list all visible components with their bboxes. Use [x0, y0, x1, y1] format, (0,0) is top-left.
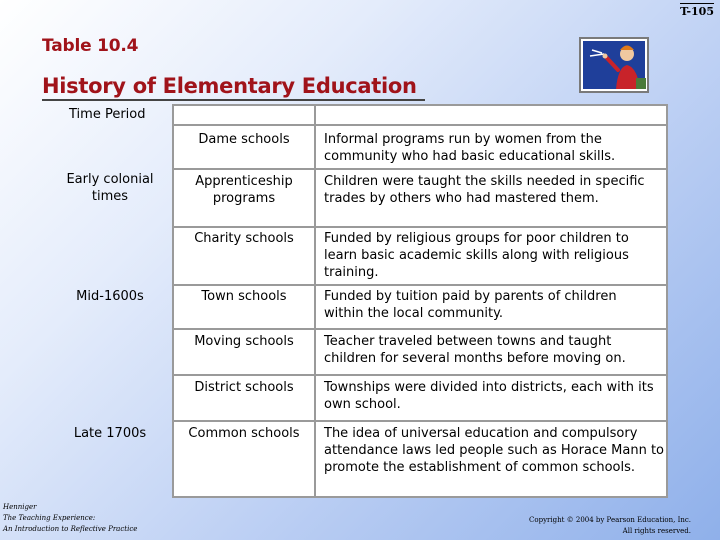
footer-book-subtitle: An Introduction to Reflective Practice	[3, 525, 138, 533]
option-district-schools: District schools	[194, 380, 294, 395]
table-number: Table 10.4	[42, 36, 139, 56]
footer-source	[3, 502, 137, 535]
period-late-1700s: Late 1700s	[73, 426, 147, 441]
copyright-line: Copyright © 2004 by Pearson Education, Inc.	[529, 516, 691, 524]
footer-copyright	[529, 515, 691, 537]
option-dame-schools: Dame schools	[198, 132, 290, 147]
period-mid-1600s: Mid-1600s	[76, 289, 144, 304]
description-dame-schools: Informal programs run by women from the community who had basic educational skills.	[324, 132, 616, 164]
description-town-schools: Funded by tuition paid by parents of children within the local community.	[324, 289, 617, 321]
footer-book-title: The Teaching Experience:	[3, 514, 96, 522]
page-title: History of Elementary Education	[42, 74, 417, 98]
option-common-schools: Common schools	[188, 426, 300, 441]
description-charity-schools: Funded by religious groups for poor children to learn basic academic skills along with religious training.	[324, 231, 629, 280]
description-common-schools: The idea of universal education and compulsory attendance laws led people such as Horace Mann to promote the establishment of common schools.	[324, 426, 665, 475]
option-apprenticeship: Apprenticeship programs	[195, 174, 293, 206]
title-underline	[42, 99, 425, 101]
footer-author: Henniger	[3, 503, 37, 511]
description-apprenticeship: Children were taught the skills needed in specific trades by others who had mastered them.	[324, 174, 645, 206]
teacher-at-chalkboard-icon	[578, 36, 650, 94]
option-charity-schools: Charity schools	[194, 231, 294, 246]
rights-line: All rights reserved.	[622, 527, 691, 535]
slide-id: T-105	[680, 5, 714, 18]
col-header-time-period: Time Period	[69, 107, 146, 122]
option-moving-schools: Moving schools	[194, 334, 294, 349]
option-town-schools: Town schools	[201, 289, 287, 304]
period-early-colonial: Early colonial times	[66, 172, 154, 204]
description-district-schools: Townships were divided into districts, each with its own school.	[324, 380, 654, 412]
description-moving-schools: Teacher traveled between towns and taught children for several months before moving on.	[324, 334, 626, 366]
